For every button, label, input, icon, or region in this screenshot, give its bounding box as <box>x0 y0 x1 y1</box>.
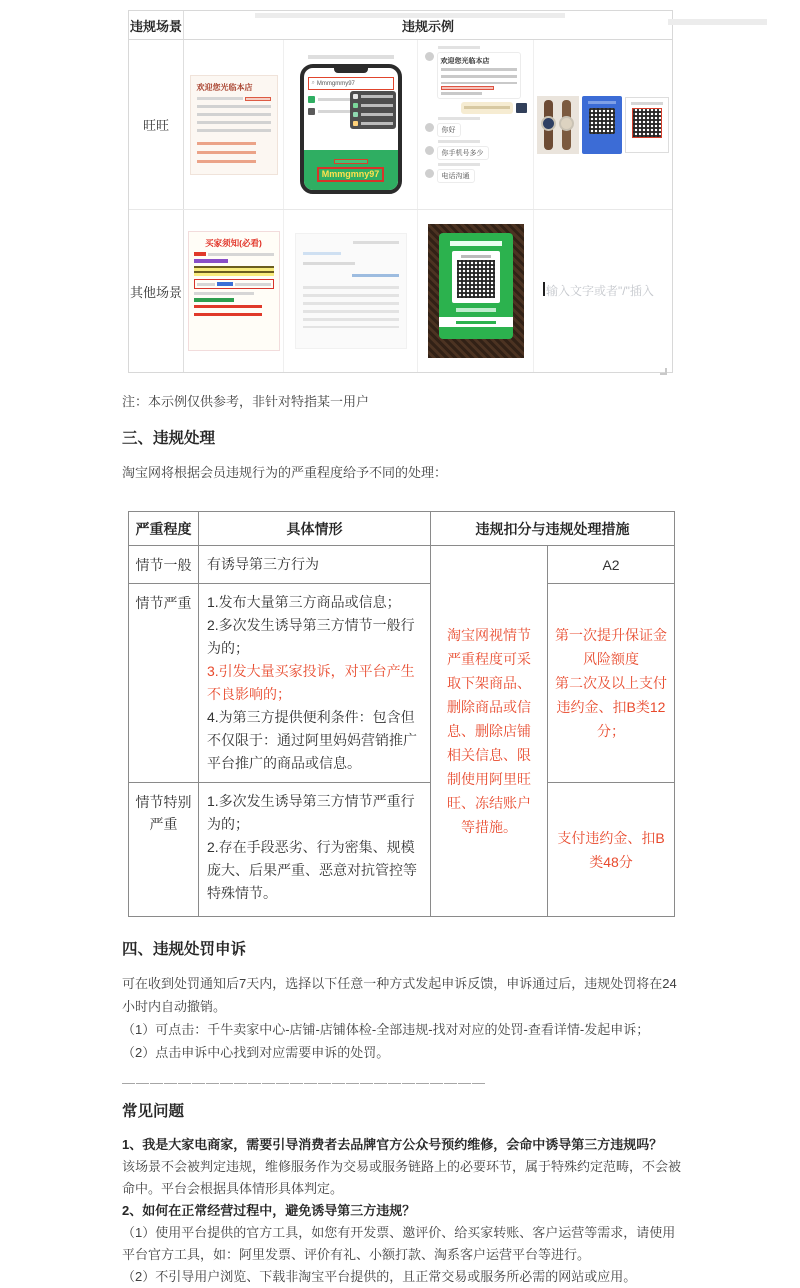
list-item <box>308 108 354 115</box>
penalty-row-extremely-serious <box>129 783 675 917</box>
chat-message-row <box>425 123 527 137</box>
penalty-cell: A2 <box>548 546 675 584</box>
purple-link-line <box>194 259 228 263</box>
penalty-row-general <box>129 546 675 584</box>
cropped-table-edge <box>255 13 565 18</box>
penalty-line: 第一次提升保证金风险额度 <box>555 627 667 667</box>
welcome-card-title: 欢迎您光临本店 <box>196 82 253 92</box>
blurred-text-line <box>361 122 393 125</box>
blurred-text-line <box>194 292 254 295</box>
chat-bubble: 你好 <box>437 123 461 137</box>
example-cell <box>534 40 672 209</box>
blurred-text-line <box>303 252 341 255</box>
blurred-text-line <box>318 98 354 101</box>
blurred-text-line <box>361 113 393 116</box>
violation-examples-table <box>128 10 673 373</box>
blue-label <box>217 282 233 286</box>
chat-bubble <box>461 102 513 114</box>
avatar <box>425 169 434 178</box>
wechat-green-banner <box>304 150 398 190</box>
section4-intro: 可在收到处罚通知后7天内，选择以下任意一种方式发起申诉反馈，申诉通过后，违规处罚将在24小时内自动撤销。 <box>122 976 677 1014</box>
orange-text-block <box>197 142 256 164</box>
cropped-table-edge <box>668 19 767 25</box>
chat-bubble <box>437 52 521 99</box>
menu-item <box>353 103 393 108</box>
blurred-text-line <box>194 252 274 256</box>
penalty-cell: 支付违约金、扣B类48分 <box>548 783 675 917</box>
scenario-column-header: 违规场景 <box>129 11 184 39</box>
wechat-plus-menu <box>350 91 396 129</box>
blurred-text-line <box>588 101 616 104</box>
green-label <box>194 298 234 302</box>
contact-icon <box>308 96 315 103</box>
table-row-wangwang <box>129 40 672 210</box>
detail-line: 1.多次发生诱导第三方情节严重行为的； <box>207 793 415 832</box>
phone-frame <box>300 64 402 194</box>
faq-title: 常见问题 <box>122 1103 185 1120</box>
blurred-text-line <box>197 97 243 100</box>
severity-cell: 情节一般 <box>129 546 199 584</box>
section4-title: 四、违规处罚申诉 <box>122 941 247 958</box>
qr-code <box>457 260 495 298</box>
chat-username-bar <box>438 140 480 143</box>
penalty-table <box>128 511 675 917</box>
blurred-text-line <box>456 308 496 312</box>
blurred-text-line <box>361 95 393 98</box>
blurred-text-line <box>361 104 393 107</box>
chat-username-bar <box>438 46 480 49</box>
blurred-text-line <box>464 106 510 109</box>
blurred-text-line <box>197 283 215 286</box>
menu-item <box>353 121 393 126</box>
add-friend-icon <box>353 103 358 108</box>
watch-product-photo <box>537 96 579 154</box>
phone-notch <box>334 68 368 73</box>
examples-note: 注：本示例仅供参考，非针对特指某一用户 <box>122 394 370 409</box>
avatar <box>425 146 434 155</box>
chat-message-row <box>425 52 527 99</box>
avatar <box>425 123 434 132</box>
chat-message-row-outgoing <box>425 102 527 114</box>
penalty-row-serious <box>129 584 675 783</box>
table-resize-handle[interactable] <box>660 368 667 375</box>
editor-empty-cell[interactable] <box>534 210 672 372</box>
red-text-block <box>194 305 262 317</box>
buyer-notice-card-image <box>188 231 280 351</box>
blurred-text-line <box>208 253 274 256</box>
blurred-text-line <box>441 92 483 95</box>
penalty-cell <box>548 584 675 783</box>
screenshot-caption-bar <box>308 55 394 59</box>
severity-cell: 情节严重 <box>129 584 199 783</box>
blurred-text-line <box>318 110 354 113</box>
search-icon: ⌕ <box>311 80 315 86</box>
scenario-label: 其他场景 <box>129 210 184 372</box>
section3-title: 三、违规处理 <box>122 430 216 447</box>
blue-qr-card <box>582 96 622 154</box>
wangwang-chat-screenshot-image <box>422 44 530 206</box>
contact-icon <box>308 108 315 115</box>
white-qr-card <box>625 97 669 153</box>
green-payment-card <box>439 233 513 339</box>
penalty-table-header-row <box>129 512 675 546</box>
red-label <box>194 252 206 256</box>
red-highlight-box <box>441 86 494 90</box>
qr-code <box>589 108 615 134</box>
scenario-label: 旺旺 <box>129 40 184 209</box>
search-text: Mmmgmmy97 <box>316 80 355 87</box>
qr-code-panel <box>452 251 500 303</box>
result-list <box>308 96 354 115</box>
example-cell <box>284 210 418 372</box>
watch-face <box>559 116 574 131</box>
severity-header: 严重程度 <box>129 512 199 546</box>
blurred-text-line <box>631 102 663 105</box>
blurred-text-line <box>235 283 271 286</box>
screenshot-caption-bar <box>353 241 399 244</box>
chat-username-bar <box>438 163 480 166</box>
chat-bubble: 你手机号多少 <box>437 146 489 160</box>
severity-cell: 情节特别严重 <box>129 783 199 917</box>
blurred-text-line <box>450 241 502 246</box>
scan-icon <box>353 112 358 117</box>
product-thumbnail <box>516 103 527 113</box>
text-cursor <box>543 282 545 296</box>
taobao-rules-document <box>0 10 800 1284</box>
qr-code-red-outline <box>632 108 662 138</box>
avatar <box>425 52 434 61</box>
measures-header: 违规扣分与违规处理措施 <box>431 512 675 546</box>
example-cell <box>418 210 534 372</box>
faq-answer-2-item1: （1）使用平台提供的官方工具，如您有开发票、邀评价、给买家转账、客户运营等需求，请使用平台官方工具，如：阿里发票、评价有礼、小额打款、淘系客户运营平台等进行。 <box>122 1225 676 1262</box>
card-footer <box>439 317 513 327</box>
blurred-text-block <box>441 68 517 84</box>
details-cell <box>199 546 431 584</box>
blurred-text-line <box>303 262 356 265</box>
wangwang-welcome-card-image <box>190 75 278 175</box>
detail-line: 2.多次发生诱导第三方情节一般行为的； <box>207 617 415 656</box>
green-text-line <box>456 321 496 324</box>
table-row-other-scenes <box>129 210 672 372</box>
merged-measures-cell: 淘宝网视情节严重程度可采取下架商品、删除商品或信息、删除店铺相关信息、限制使用阿里旺旺、冻结账户等措施。 <box>431 546 548 917</box>
section3-intro: 淘宝网将根据会员违规行为的严重程度给予不同的处理： <box>122 465 448 480</box>
chat-bubble: 电话沟通 <box>437 169 475 183</box>
list-item <box>308 96 354 103</box>
detail-line: 2.存在手段恶劣、行为密集、规模庞大、后果严重、恶意对抗管控等特殊情节。 <box>207 839 417 901</box>
wechat-phone-screenshot-image <box>300 55 402 194</box>
appeal-step-1: （1）可点击：千牛卖家中心-店铺-店铺体检-全部违规-找对对应的处罚-查看详情-发起申诉； <box>122 1022 650 1037</box>
blurred-text-line <box>461 255 491 258</box>
blurred-text-block <box>303 286 399 328</box>
detail-line-red: 3.引发大量买家投诉，对平台产生不良影响的； <box>207 663 415 702</box>
blurred-text-block <box>197 105 271 137</box>
example-cell <box>418 40 534 209</box>
menu-item <box>353 112 393 117</box>
menu-item <box>353 94 393 99</box>
pay-icon <box>353 121 358 126</box>
faq-answer-2-item2: （2）不引导用户浏览、下载非淘宝平台提供的，且正常交易或服务所必需的网站或应用。 <box>122 1269 637 1284</box>
details-cell <box>199 584 431 783</box>
faq-question-2: 2、如何在正常经营过程中，避免诱导第三方违规？ <box>122 1203 416 1218</box>
detail-line: 1.发布大量第三方商品或信息； <box>207 594 401 610</box>
watch-and-qr-image <box>537 96 669 154</box>
wechat-pay-qr-photo <box>428 224 524 358</box>
blurred-text-line <box>197 97 271 101</box>
chat-message-row <box>425 169 527 183</box>
detail-line: 有诱导第三方行为 <box>207 556 319 572</box>
dashed-divider: —————————————————————————— <box>122 1075 486 1090</box>
faq-question-1: 1、我是大家电商家，需要引导消费者去品牌官方公众号预约维修，会命中诱导第三方违规吗？ <box>122 1137 663 1152</box>
blue-link-line <box>352 274 398 277</box>
faq-answer-1: 该场景不会被判定违规，维修服务作为交易或服务链路上的必要环节，属于特殊约定范畴，不会被命中。平台会根据具体情形具体判定。 <box>122 1159 682 1196</box>
yellow-highlight-block <box>194 266 274 276</box>
search-box-red-outline <box>308 77 394 90</box>
details-cell <box>199 783 431 917</box>
detail-line: 4.为第三方提供便利条件：包含但不仅限于：通过阿里妈妈营销推广平台推广的商品或信息。 <box>207 709 417 771</box>
details-header: 具体情形 <box>199 512 431 546</box>
penalty-line: 第二次及以上支付违约金、扣B类12分； <box>555 675 667 739</box>
buyer-notice-title: 买家须知(必看) <box>205 238 262 248</box>
chat-bubble-title: 欢迎您光临本店 <box>440 57 490 65</box>
red-highlight-box <box>334 159 368 164</box>
example-column-header: 违规示例 <box>401 18 454 34</box>
example-cell <box>184 40 284 209</box>
wechat-id-red-box: Mmmgmny97 <box>317 167 385 182</box>
group-chat-icon <box>353 94 358 99</box>
red-highlight-box <box>245 97 271 101</box>
red-outline-box <box>194 279 274 289</box>
chat-message-row <box>425 146 527 160</box>
document-screenshot-image <box>295 233 407 349</box>
example-cell <box>284 40 418 209</box>
appeal-step-2: （2）点击申诉中心找到对应需要申诉的处罚。 <box>122 1045 390 1060</box>
chat-username-bar <box>438 117 480 120</box>
watch-face <box>541 116 556 131</box>
example-cell <box>184 210 284 372</box>
editor-placeholder: 输入文字或者"/"插入 <box>546 284 654 298</box>
